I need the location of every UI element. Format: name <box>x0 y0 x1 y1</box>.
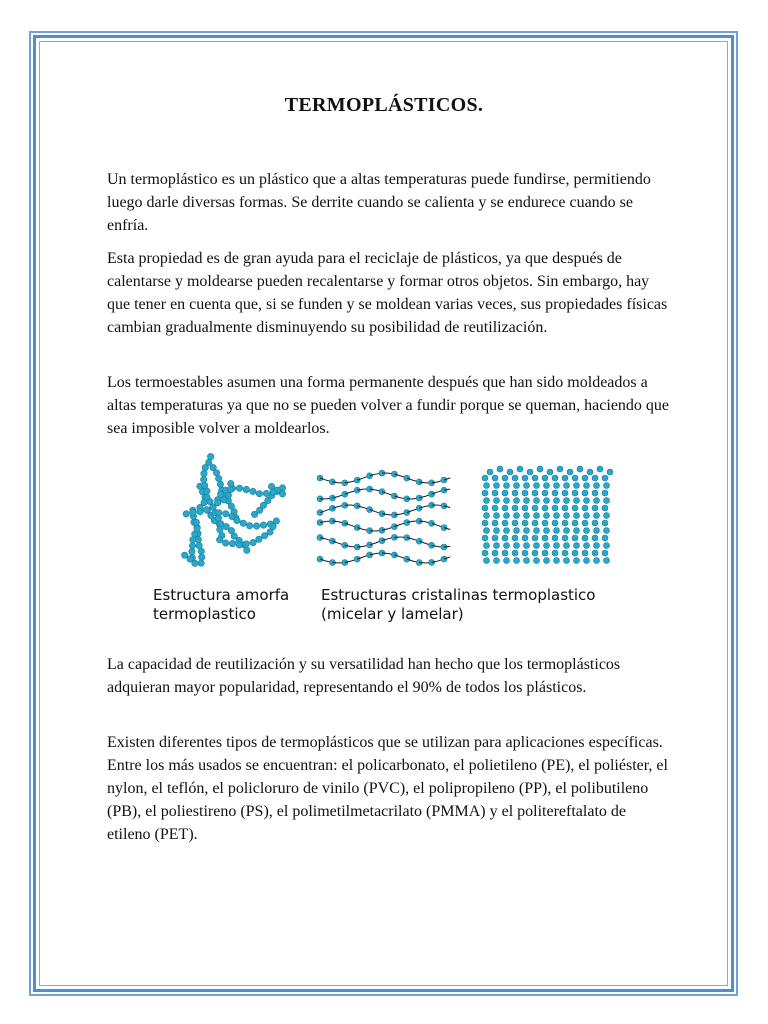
bead <box>574 498 580 504</box>
bead <box>199 554 205 560</box>
bead <box>594 483 600 489</box>
bead <box>534 483 540 489</box>
caption-crystalline-line1: Estructuras cristalinas termoplastico <box>321 586 596 604</box>
chain-segment <box>332 521 338 522</box>
bead <box>217 526 223 532</box>
bead <box>562 490 568 496</box>
bead <box>534 528 540 534</box>
bead <box>582 535 588 541</box>
bead <box>522 550 528 556</box>
chain-segment <box>444 546 450 547</box>
bead <box>514 543 520 549</box>
bead <box>522 490 528 496</box>
bead <box>554 528 560 534</box>
bead <box>514 483 520 489</box>
paragraph-definition: Un termoplástico es un plástico que a altas temperaturas puede fundirse, permitiendo luego darle diversas formas. Se derrite cuando se calienta y se endurece cuando se enfría. <box>107 171 651 234</box>
bead <box>554 558 560 564</box>
bead <box>253 523 259 529</box>
bead <box>229 540 235 546</box>
bead <box>270 489 276 495</box>
bead <box>329 505 335 511</box>
bead <box>572 490 578 496</box>
bead <box>487 469 493 475</box>
micellar-structure-illustration <box>317 470 450 565</box>
bead <box>562 535 568 541</box>
bead <box>524 528 530 534</box>
paragraph-popularity: La capacidad de reutilización y su versatilidad han hecho que los termoplásticos adquieran mayor popularidad, representando el 90% de todos los plásticos. <box>107 656 621 696</box>
bead <box>604 483 610 489</box>
bead <box>517 466 523 472</box>
bead <box>279 491 285 497</box>
bead <box>183 511 189 517</box>
bead <box>317 510 323 516</box>
bead <box>542 520 548 526</box>
bead <box>602 550 608 556</box>
bead <box>584 528 590 534</box>
bead <box>552 505 558 511</box>
bead <box>524 543 530 549</box>
bead <box>534 558 540 564</box>
bead <box>492 520 498 526</box>
paragraph-types: Existen diferentes tipos de termoplásticos que se utilizan para aplicaciones específicas. Entre los más usados se encuentran: el policarbonato, el polietileno (PE), el poliéster, el nylon, el teflón, el policloruro de vinilo (PVC), el polipropileno (PP), el polibutileno (PB), el poliestireno (PS), el polimetilmetacrilato (PMMA) y el politereftalato de etileno (PET). <box>107 734 668 843</box>
bead <box>542 490 548 496</box>
bead <box>562 475 568 481</box>
bead <box>512 520 518 526</box>
bead <box>574 558 580 564</box>
bead <box>552 520 558 526</box>
bead <box>492 535 498 541</box>
bead <box>222 540 228 546</box>
bead <box>572 475 578 481</box>
bead <box>574 543 580 549</box>
bead <box>502 505 508 511</box>
bead <box>502 475 508 481</box>
bead <box>604 513 610 519</box>
bead <box>492 490 498 496</box>
bead <box>544 498 550 504</box>
bead <box>564 513 570 519</box>
bead <box>236 485 242 491</box>
bead <box>256 536 262 542</box>
bead <box>223 510 229 516</box>
bead <box>584 483 590 489</box>
bead <box>544 483 550 489</box>
bead <box>522 475 528 481</box>
bead <box>522 520 528 526</box>
caption-amorphous <box>153 586 289 624</box>
bead <box>404 556 410 562</box>
bead <box>198 548 204 554</box>
bead <box>201 470 207 476</box>
bead <box>514 558 520 564</box>
bead <box>532 490 538 496</box>
bead <box>246 523 252 529</box>
bead <box>602 475 608 481</box>
bead <box>243 541 249 547</box>
bead <box>542 505 548 511</box>
bead <box>494 528 500 534</box>
bead <box>482 475 488 481</box>
chain-segment <box>357 546 363 547</box>
bead <box>544 528 550 534</box>
bead <box>200 476 206 482</box>
bead <box>243 486 249 492</box>
bead <box>567 469 573 475</box>
bead <box>250 488 256 494</box>
bead <box>193 519 199 525</box>
bead <box>190 537 196 543</box>
bead <box>190 509 196 515</box>
bead <box>234 517 240 523</box>
bead <box>214 500 220 506</box>
bead <box>602 520 608 526</box>
bead <box>240 520 246 526</box>
bead <box>484 513 490 519</box>
bead <box>512 505 518 511</box>
bead <box>592 520 598 526</box>
bead <box>554 498 560 504</box>
bead <box>542 535 548 541</box>
bead <box>564 498 570 504</box>
bead <box>574 513 580 519</box>
bead <box>514 528 520 534</box>
bead <box>554 513 560 519</box>
bead <box>562 550 568 556</box>
bead <box>527 469 533 475</box>
bead <box>236 542 242 548</box>
bead <box>484 483 490 489</box>
bead <box>492 475 498 481</box>
bead <box>497 466 503 472</box>
bead <box>604 558 610 564</box>
bead <box>547 469 553 475</box>
bead <box>494 558 500 564</box>
bead <box>484 543 490 549</box>
bead <box>572 535 578 541</box>
bead <box>544 558 550 564</box>
bead <box>522 535 528 541</box>
bead <box>542 550 548 556</box>
bead <box>244 547 250 553</box>
bead <box>572 520 578 526</box>
bead <box>441 477 447 483</box>
bead <box>534 543 540 549</box>
bead <box>342 491 348 497</box>
bead <box>482 550 488 556</box>
bead <box>594 513 600 519</box>
bead <box>512 535 518 541</box>
bead <box>534 513 540 519</box>
bead <box>441 556 447 562</box>
bead <box>206 459 212 465</box>
bead <box>557 466 563 472</box>
bead <box>594 498 600 504</box>
bead <box>592 535 598 541</box>
bead <box>198 560 204 566</box>
bead <box>564 558 570 564</box>
bead <box>514 513 520 519</box>
bead <box>544 513 550 519</box>
bead <box>504 483 510 489</box>
bead <box>263 490 269 496</box>
bead <box>532 475 538 481</box>
bead <box>484 528 490 534</box>
bead <box>604 498 610 504</box>
bead <box>582 475 588 481</box>
bead <box>524 558 530 564</box>
bead <box>504 513 510 519</box>
bead <box>592 490 598 496</box>
bead <box>270 523 276 529</box>
bead <box>554 483 560 489</box>
bead <box>507 469 513 475</box>
bead <box>582 520 588 526</box>
bead <box>379 527 385 533</box>
bead <box>592 475 598 481</box>
bead <box>228 480 234 486</box>
bead <box>250 539 256 545</box>
bead <box>584 498 590 504</box>
bead <box>329 538 335 544</box>
bead <box>268 483 274 489</box>
bead <box>582 490 588 496</box>
bead <box>584 513 590 519</box>
bead <box>562 505 568 511</box>
bead <box>562 520 568 526</box>
bead <box>482 505 488 511</box>
bead <box>482 520 488 526</box>
bead <box>367 507 373 513</box>
bead <box>552 550 558 556</box>
bead <box>602 535 608 541</box>
bead <box>582 550 588 556</box>
bead <box>597 466 603 472</box>
bead <box>504 543 510 549</box>
bead <box>504 498 510 504</box>
bead <box>607 469 613 475</box>
bead <box>210 464 216 470</box>
bead <box>554 543 560 549</box>
bead <box>502 520 508 526</box>
bead <box>189 549 195 555</box>
amorphous-structure-illustration <box>181 453 285 566</box>
lamellar-structure-illustration <box>482 466 613 564</box>
bead <box>582 505 588 511</box>
bead <box>592 550 598 556</box>
caption-amorphous-line1: Estructura amorfa <box>153 586 290 604</box>
bead <box>492 550 498 556</box>
bead <box>494 543 500 549</box>
bead <box>532 505 538 511</box>
bead <box>602 505 608 511</box>
bead <box>203 507 209 513</box>
bead <box>524 498 530 504</box>
bead <box>564 483 570 489</box>
bead <box>574 483 580 489</box>
bead <box>261 533 267 539</box>
bead <box>552 535 558 541</box>
bead <box>391 552 397 558</box>
caption-amorphous-line2: termoplastico <box>153 605 256 623</box>
bead <box>594 558 600 564</box>
bead <box>273 518 279 524</box>
bead <box>564 528 570 534</box>
bead <box>197 509 203 515</box>
bead <box>572 550 578 556</box>
bead <box>404 510 410 516</box>
bead <box>204 494 210 500</box>
bead <box>227 486 233 492</box>
bead <box>522 505 528 511</box>
bead <box>524 513 530 519</box>
bead <box>587 469 593 475</box>
bead <box>592 505 598 511</box>
bead <box>494 513 500 519</box>
bead <box>577 466 583 472</box>
bead <box>604 543 610 549</box>
paragraph-thermosets: Los termoestables asumen una forma permanente después que han sido moldeados a altas temperaturas ya que no se pueden volver a fundir porque se queman, haciendo que sea imposible volver a moldearlos. <box>107 374 670 437</box>
bead <box>574 528 580 534</box>
bead <box>514 498 520 504</box>
bead <box>216 537 222 543</box>
paragraph-recycling: Esta propiedad es de gran ayuda para el reciclaje de plásticos, ya que después de calentarse y moldearse pueden recalentarse y formar otros objetos. Sin embargo, hay que tener en cuenta que, si se funden y se moldean varias veces, sus propiedades físicas cambian gradualmente disminuyendo su posibilidad de reutilización. <box>107 250 668 336</box>
caption-crystalline <box>321 586 595 624</box>
bead <box>494 498 500 504</box>
bead <box>502 535 508 541</box>
bead <box>207 453 213 459</box>
bead <box>594 543 600 549</box>
bead <box>482 535 488 541</box>
chain-segment <box>382 553 388 554</box>
bead <box>256 491 262 497</box>
bead <box>552 490 558 496</box>
bead <box>512 490 518 496</box>
document-title: TERMOPLÁSTICOS. <box>284 94 484 116</box>
bead <box>584 558 590 564</box>
bead <box>544 543 550 549</box>
bead <box>217 481 223 487</box>
bead <box>584 543 590 549</box>
bead <box>552 475 558 481</box>
bead <box>542 475 548 481</box>
bead <box>502 550 508 556</box>
bead <box>504 528 510 534</box>
bead <box>216 510 222 516</box>
bead <box>532 550 538 556</box>
bead <box>492 505 498 511</box>
caption-crystalline-line2: (micelar y lamelar) <box>321 605 464 623</box>
bead <box>189 543 195 549</box>
bead <box>260 522 266 528</box>
bead <box>564 543 570 549</box>
bead <box>532 535 538 541</box>
bead <box>391 471 397 477</box>
bead <box>201 482 207 488</box>
bead <box>494 483 500 489</box>
bead <box>602 490 608 496</box>
bead <box>572 505 578 511</box>
bead <box>484 558 490 564</box>
chain-segment <box>332 562 338 563</box>
bead <box>192 531 198 537</box>
bead <box>604 528 610 534</box>
bead <box>594 528 600 534</box>
bead <box>504 558 510 564</box>
bead <box>181 552 187 558</box>
bead <box>484 498 490 504</box>
bead <box>502 490 508 496</box>
bead <box>537 466 543 472</box>
bead <box>482 490 488 496</box>
bead <box>534 498 540 504</box>
bead <box>512 550 518 556</box>
bead <box>532 520 538 526</box>
bead <box>342 520 348 526</box>
bead <box>512 475 518 481</box>
bead <box>524 483 530 489</box>
bead <box>187 556 193 562</box>
